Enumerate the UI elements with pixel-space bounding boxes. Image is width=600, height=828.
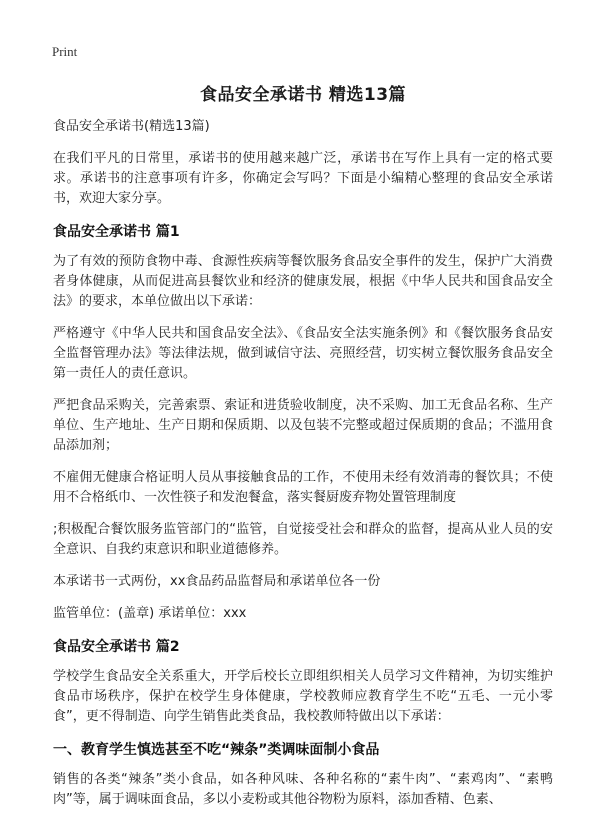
page-title: 食品安全承诺书 精选13篇 xyxy=(199,85,407,105)
paragraph: 监管单位：(盖章) 承诺单位：xxx xyxy=(53,606,247,621)
paragraph: 为了有效的预防食物中毒、食源性疾病等餐饮服务食品安全事件的发生，保护广大消费者身体健康，从而促进高县餐饮业和经济的健康发展，根据《中华人民共和国食品安全法》的要求，本单位做出以下承诺： xyxy=(53,254,553,309)
document-subtitle: 食品安全承诺书(精选13篇) xyxy=(53,119,210,134)
intro-paragraph: 在我们平凡的日常里，承诺书的使用越来越广泛，承诺书在写作上具有一定的格式要求。承诺书的注意事项有许多，你确定会写吗？下面是小编精心整理的食品安全承诺书，欢迎大家分享。 xyxy=(53,151,553,206)
print-label: Print xyxy=(52,44,78,59)
paragraph: ;积极配合餐饮服务监管部门的“监管，自觉接受社会和群众的监督，提高从业人员的安全意识、自我约束意识和职业道德修养。 xyxy=(53,522,553,557)
paragraph: 本承诺书一式两份，xx食品药品监督局和承诺单位各一份 xyxy=(53,574,381,589)
paragraph: 不雇佣无健康合格证明人员从事接触食品的工作，不使用未经有效消毒的餐饮具；不使用不合格纸巾、一次性筷子和发泡餐盒，落实餐厨废弃物处置管理制度 xyxy=(53,470,553,505)
subsection-heading: 一、教育学生慎选甚至不吃“辣条”类调味面制小食品 xyxy=(53,742,380,758)
paragraph: 学校学生食品安全关系重大，开学后校长立即组织相关人员学习文件精神，为切实维护食品市场秩序，保护在校学生身体健康，学校教师应教育学生不吃“五毛、一元小零食”，更不得制造、向学生销售此类食品，我校教师特做出以下承诺： xyxy=(53,669,553,724)
paragraph: 严把食品采购关，完善索票、索证和进货验收制度，决不采购、加工无食品名称、生产单位、生产地址、生产日期和保质期、以及包装不完整或超过保质期的食品；不滥用食品添加剂； xyxy=(53,398,553,453)
section-heading-1: 食品安全承诺书 篇1 xyxy=(53,224,180,240)
document-body xyxy=(53,80,553,822)
paragraph: 销售的各类“辣条”类小食品，如各种风味、各种名称的“素牛肉”、“素鸡肉”、“素鸭肉”等，属于调味面食品，多以小麦粉或其他谷物粉为原料，添加香精、色素、 xyxy=(53,772,553,807)
paragraph: 严格遵守《中华人民共和国食品安全法》、《食品安全法实施条例》和《餐饮服务食品安全监督管理办法》等法律法规，做到诚信守法、亮照经营，切实树立餐饮服务食品安全第一责任人的责任意识。 xyxy=(53,326,553,381)
section-heading-2: 食品安全承诺书 篇2 xyxy=(53,639,180,655)
